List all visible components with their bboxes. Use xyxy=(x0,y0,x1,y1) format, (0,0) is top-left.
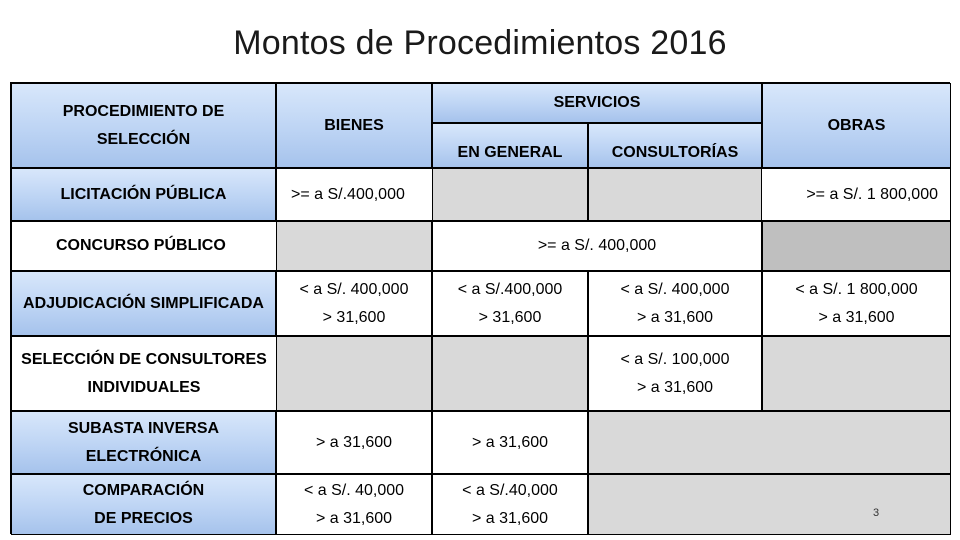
cell-licitacion-bienes: >= a S/.400,000 xyxy=(276,168,432,221)
cell-licitacion-obras: >= a S/. 1 800,000 xyxy=(762,168,951,221)
cell-comparacion-servicios-obras xyxy=(588,474,951,535)
cell-seleccion-en-general xyxy=(432,336,588,411)
cell-comparacion-bienes: < a S/. 40,000 > a 31,600 xyxy=(276,474,432,535)
cell-concurso-servicios: >= a S/. 400,000 xyxy=(432,221,762,271)
cell-adjudicacion-bienes: < a S/. 400,000 > 31,600 xyxy=(276,271,432,336)
cell-subasta-en-general: > a 31,600 xyxy=(432,411,588,474)
header-obras: OBRAS xyxy=(762,83,951,168)
row-label-adjudicacion: ADJUDICACIÓN SIMPLIFICADA xyxy=(11,271,276,336)
cell-licitacion-en-general xyxy=(432,168,588,221)
cell-licitacion-consultorias xyxy=(588,168,762,221)
row-label-comparacion: COMPARACIÓN DE PRECIOS xyxy=(11,474,276,535)
header-procedimiento: PROCEDIMIENTO DE SELECCIÓN xyxy=(11,83,276,168)
header-bienes: BIENES xyxy=(276,83,432,168)
cell-seleccion-consultorias: < a S/. 100,000 > a 31,600 xyxy=(588,336,762,411)
cell-adjudicacion-en-general: < a S/.400,000 > 31,600 xyxy=(432,271,588,336)
cell-seleccion-bienes xyxy=(276,336,432,411)
header-en-general: EN GENERAL xyxy=(432,123,588,168)
row-label-seleccion: SELECCIÓN DE CONSULTORES INDIVIDUALES xyxy=(11,336,276,411)
cell-seleccion-obras xyxy=(762,336,951,411)
cell-adjudicacion-consultorias: < a S/. 400,000 > a 31,600 xyxy=(588,271,762,336)
header-consultorias: CONSULTORÍAS xyxy=(588,123,762,168)
page-number: 3 xyxy=(873,507,880,519)
cell-subasta-servicios-obras xyxy=(588,411,951,474)
cell-adjudicacion-obras: < a S/. 1 800,000 > a 31,600 xyxy=(762,271,951,336)
header-servicios: SERVICIOS xyxy=(432,83,762,123)
cell-concurso-bienes xyxy=(276,221,432,271)
procedures-table xyxy=(10,82,950,534)
slide-title: Montos de Procedimientos 2016 xyxy=(233,24,727,62)
cell-comparacion-en-general: < a S/.40,000 > a 31,600 xyxy=(432,474,588,535)
cell-concurso-obras xyxy=(762,221,951,271)
row-label-subasta: SUBASTA INVERSA ELECTRÓNICA xyxy=(11,411,276,474)
row-label-licitacion: LICITACIÓN PÚBLICA xyxy=(11,168,276,221)
cell-subasta-bienes: > a 31,600 xyxy=(276,411,432,474)
row-label-concurso: CONCURSO PÚBLICO xyxy=(11,221,276,271)
